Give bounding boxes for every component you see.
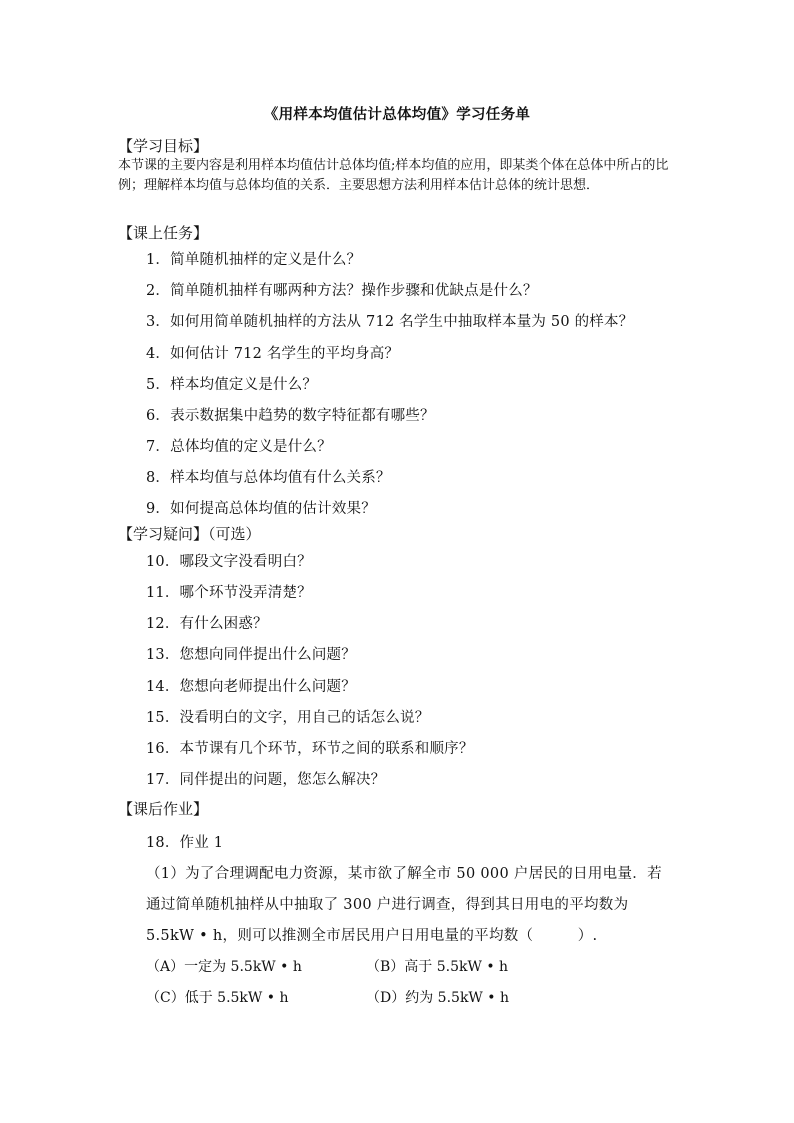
question-item: 15．没看明白的文字，用自己的话怎么说？ [146,710,430,726]
homework-problem-line: 通过简单随机抽样从中抽取了 300 户进行调查，得到其日用电的平均数为 [146,897,629,913]
task-item: 6．表示数据集中趋势的数字特征都有哪些？ [146,408,435,424]
option-b: （B）高于 5.5kW • h [366,959,509,975]
homework-problem-line: （1）为了合理调配电力资源，某市欲了解全市 50 000 户居民的日用电量．若 [146,866,662,882]
option-a: （A）一定为 5.5kW • h [146,959,302,975]
task-item: 1．简单随机抽样的定义是什么？ [146,252,362,268]
task-item: 5．样本均值定义是什么？ [146,377,318,393]
question-item: 11．哪个环节没弄清楚？ [146,585,312,601]
task-item: 3．如何用简单随机抽样的方法从 712 名学生中抽取样本量为 50 的样本？ [146,314,634,330]
option-d: （D）约为 5.5kW • h [366,990,509,1006]
question-item: 13．您想向同伴提出什么问题？ [146,647,356,663]
task-item: 7．总体均值的定义是什么？ [146,439,332,455]
task-item: 8．样本均值与总体均值有什么关系？ [146,470,391,486]
question-item: 17．同伴提出的问题，您怎么解决？ [146,772,386,788]
task-item: 9．如何提高总体均值的估计效果？ [146,501,376,517]
section-heading-tasks: 【课上任务】 [118,224,209,242]
section-heading-questions: 【学习疑问】（可选） [118,525,261,543]
section-heading-homework: 【课后作业】 [118,800,209,818]
question-item: 14．您想向老师提出什么问题？ [146,679,356,695]
document-title: 《用样本均值估计总体均值》学习任务单 [263,106,531,123]
question-item: 12．有什么困惑？ [146,616,268,632]
task-item: 2．简单随机抽样有哪两种方法？操作步骤和优缺点是什么？ [146,283,538,299]
goals-text: 本节课的主要内容是利用样本均值估计总体均值;样本均值的应用，即某类个体在总体中所占的比例；理解样本均值与总体均值的关系．主要思想方法利用样本估计总体的统计思想． [118,158,669,193]
question-item: 10．哪段文字没看明白？ [146,554,312,570]
section-heading-goals: 【学习目标】 [118,137,209,155]
homework-problem-line: 5.5kW • h，则可以推测全市居民用户日用电量的平均数（ ）. [146,928,598,944]
task-item: 4．如何估计 712 名学生的平均身高？ [146,346,400,362]
option-c: （C）低于 5.5kW • h [146,990,289,1006]
homework-item: 18．作业 1 [146,835,224,851]
question-item: 16．本节课有几个环节，环节之间的联系和顺序？ [146,741,474,757]
